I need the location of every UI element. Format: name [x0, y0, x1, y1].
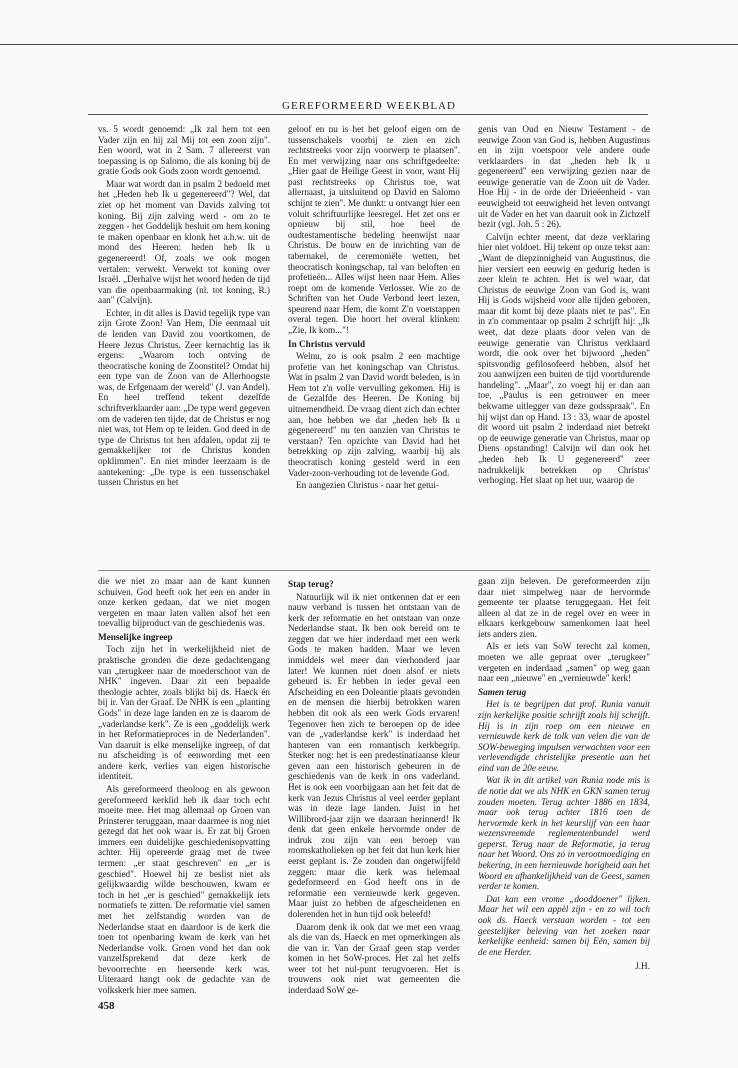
paragraph: Daarom denk ik ook dat we met een vraag als die van ds. Haeck en met opmerkingen als die van ir. Van der Graaf geen stap verder komen in het SoW-proces. Het zal het zelfs weer tot het nul-punt terugvoeren. Het is trouwens ook niet wat gemeenten die inderdaad SoW ge-	[288, 921, 460, 994]
paragraph: Echter, in dit alles is David tegelijk type van zijn Grote Zoon! Van Hem, Die eenmaal uit de lenden van David zou voortkomen, de Heere Jezus Christus. Zeer kernachtig las ik ergens: „Waarom toch ontving de theocratische koning de Zoonstitel? Omdat hij een type van de Zoon van de Allerhoogste was, de Erfgenaam der wereld" (J. van Andel). En heel treffend tekent dezelfde schriftverklaarder aan: „De type werd gegeven om de vaderen ten tijde, dat de Christus er nog niet was, tot Hem op te leiden. God deed in de type de Christus tot hen afdalen, opdat zij te gemakkelijker tot de Christus konden opklimmen". En niet minder leerzaam is de aantekening: „De type is een tussenschakel tussen Christus en het	[98, 307, 270, 488]
section-heading: Menselijke ingreep	[98, 631, 173, 642]
section-heading: Stap terug?	[288, 579, 334, 589]
top-rule	[0, 44, 738, 45]
paragraph: Maar wat wordt dan in psalm 2 bedoeld met het „Heden heb Ik u gegenereerd"? Wel, dat ziet op het moment van Davids zalving tot koning. Bij zijn zalving werd - om zo te zeggen - het Goddelijk besluit om hem koning te maken openbaar en klonk het a.h.w. uit de mond des Heeren: heden heb Ik u gegenereerd! Of, zoals we ook mogen vertalen: verwekt. Verwekt tot koning over Israël. „Derhalve wijst het woord heden de tijd van die openbaarmaking (nl. tot koning, R.) aan" (Calvijn).	[98, 178, 270, 306]
paragraph: Dat kan een vrome „dooddoener" lijken. Maar het wil een appèl zijn - en zo wil toch ook ds. Haeck verstaan worden - tot een geestelijker beleving van het zoeken naar kerkelijke eenheid: samen bij Eén, samen bij de ene Herder.	[478, 893, 650, 957]
paragraph: gaan zijn beleven. De gereformeerden zijn daar niet simpelweg naar de hervormde gemeente ter plaatse teruggegaan. Het feit alleen al dat ze in de regel over en weer in elkaars kerkgebouw samenkomen laat heel iets anders zien.	[478, 576, 650, 639]
paragraph: Als gereformeerd theoloog en als gewoon gereformeerd kerklid heb ik daar toch echt moeite mee. Het mag allemaal op Groen van Prinsterer teruggaan, maar daarmee is nog niet gezegd dat het ook waar is. Er zat bij Groen immers een duidelijke geschiedenisopvatting achter. Hij opereerde graag met de twee termen: „er staat geschreven" en „er is geschied". Hoewel hij ze beslist niet als gelijkwaardig wilde beschouwen, kwam er toch in het „er is geschied" gemakkelijk iets normatiefs te zitten. De reformatie viel samen met het zelfstandig worden van de Nederlandse staat en daardoor is de kerk die toen tot openbaring kwam de kerk van het Nederlandse volk. Groen vond het dan ook vanzelfsprekend dat deze kerk de bevoorrechte en heersende kerk was. Uiteraard hangt ook de gedachte van de volkskerk hier mee samen.	[98, 783, 270, 994]
section-heading: In Christus vervuld	[288, 338, 366, 349]
paragraph: geloof en nu is het het geloof eigen om de tussenschakels voorbij te zien en zich rechtstreeks voor zijn voorwerp te plaatsen". En met verwijzing naar ons schriftgedeelte: „Hier gaat de Heilige Geest in voor, want Hij past rechtstreeks op Christus toe, wat allernaast, ja uitsluitend op David en Salomo schijnt te zien". Me dunkt: u ontvangt hier een voluit schriftuurlijke leesregel. Het zet ons er opnieuw bij stil, hoe heel de oudtestamentische bedeling heenwijst naar Christus. De bouw en de inrichting van de tabernakel, de ceremoniële wetten, het theocratisch koningschap, tal van beloften en profetieën... Alles wijst heen naar Hem. Alles roept om de komende Verlosser. Wie zo de Schriften van het Oude Verbond leert lezen, speurend naar Hem, die komt Z'n voetstappen overal tegen. Die hoort het overal klinken: „Zie, Ik kom..."!	[288, 124, 460, 335]
section-divider	[98, 570, 650, 571]
upper-column-1	[98, 124, 270, 566]
page-header: GEREFORMEERD WEEKBLAD	[282, 100, 456, 112]
paragraph: Als er iets van SoW terecht zal komen, moeten we alle gepraat over „terugkeer" vergeten en inderdaad „samen" op weg gaan naar een „nieuwe" en „vernieuwde" kerk!	[478, 641, 650, 684]
lower-column-1	[98, 576, 270, 994]
lower-column-2	[288, 576, 460, 994]
paragraph: Welnu, zo is ook psalm 2 een machtige profetie van het koningschap van Christus. Wat in psalm 2 van David wordt beleden, is in Hem tot z'n volle vervulling gekomen. Hij is de Gezalfde des Heeren. De Koning bij uitnemendheid. De vraag dient zich dan echter aan, hoe hebben we dat „heden heb Ik u gegenereerd" nu ten aanzien van Christus te verstaan? Ten opzichte van David had het betrekking op zijn zalving, waarbij hij als theocratisch koning gesteld werd in een Vader-zoon-verhouding tot de levende God.	[288, 351, 460, 478]
upper-column-2	[288, 124, 460, 566]
paragraph: Wat ik in dit artikel van Runia node mis is de notie dat we als NHK en GKN samen terug zouden moeten. Terug achter 1886 en 1834, maar ook terug achter 1816 toen de hervormde kerk in het keurslijf van een haar wezensvreemde reglementenbundel werd geperst. Terug naar de Reformatie, ja terug naar het Woord. Ons zó in verootmoediging en bekering, in een hernieuwde horigheid aan het Woord en afhankelijkheid van de Geest, samen verder te komen.	[478, 775, 650, 892]
lower-column-3	[478, 576, 650, 994]
header-rule	[88, 114, 648, 115]
page-number: 458	[98, 1000, 115, 1012]
paragraph: die we niet zo maar aan de kant kunnen schuiven. God heeft ook het een en ander in onze kerken gedaan, dat we niet mogen vergeten en maar laten vallen alsof het een toevallig bijproduct van de geschiedenis was.	[98, 576, 270, 629]
paragraph: Het is te begrijpen dat prof. Runia vanuit zijn kerkelijke positie schrijft zoals hij schrijft. Hij is in zijn roep om een nieuwe en vernieuwde kerk de tolk van velen die van de SOW-beweging impulsen verwachten voor een verlevendigde christelijke presentie aan het eind van de 20e eeuw.	[478, 699, 650, 773]
paragraph: En aangezien Christus - naar het getui-	[296, 480, 439, 491]
paragraph: Calvijn echter meent, dat deze verklaring hier niet voldoet. Hij tekent op onze tekst aan: „Want de diepzinnigheid van Augustinus, die hier versiert een eeuwig en gedurig heden is zeer klein te achten. Het is wel waar, dat Christus de eeuwige Zoon van God is, want Hij is Gods wijsheid voor alle tijden geboren, maar dit komt bij deze plaats niet te pas". En in z'n commentaar op psalm 2 schrijft hij: „Ik weet, dat deze plaats door velen van de eeuwige generatie van Christus verklaard wordt, die ook over het bijwoord „heden" spitsvondig gefilosofeerd hebben, alsof het zou aanwijzen een buiten de tijd voortdurende handeling". „Maar", zo voegt hij er dan aan toe, „Paulus is een getrouwer en meer bekwame uitlegger van deze godsspraak". En hij wijst dan op Hand. 13 : 33, waar de apostel dit woord uit psalm 2 inderdaad niet betrekt op de eeuwige generatie van Christus, maar op Diens opstanding! Calvijn wil dan ook het „heden heb Ik U gegenereerd" zeer nadrukkelijk betrekken op Christus' verhoging. Het slaat op het uur, waarop de	[478, 231, 650, 486]
paragraph: genis van Oud en Nieuw Testament - de eeuwige Zoon van God is, hebben Augustinus en in zijn voetspoor vele andere oude verklaarders in dat „heden heb Ik u gegenereerd" een verwijzing gezien naar de eeuwige generatie van de Zoon uit de Vader. Hoe Hij - in de orde der Drieëenheid - van eeuwigheid tot eeuwigheid het leven ontvangt uit de Vader en het van daaruit ook in Zichzelf bezit (vgl. Joh. 5 : 26).	[478, 124, 650, 230]
upper-column-3	[478, 124, 650, 566]
section-heading: Samen terug	[478, 686, 527, 697]
author-signature: J.H.	[635, 961, 650, 972]
paragraph: Toch zijn het in werkelijkheid niet de praktische gronden die deze gedachtengang van „terugkeer naar de moederschoot van de NHK" ingeven. Daar zit een bepaalde theologie achter, zoals blijkt bij ds. Haeck én bij ir. Van der Graaf. De NHK is een „planting Gods" in deze lage landen en ze is daarom de „vaderlandse kerk". Ze is een „goddelijk werk in het Reformatieproces in de Nederlanden". Van daaruit is elke menselijke ingreep, of dat nu afscheiding is of eenwording met een andere kerk, verlies van eigen historische identiteit.	[98, 644, 270, 782]
paragraph: Natuurlijk wil ik niet ontkennen dat er een nauw verband is tussen het ontstaan van de kerk der reformatie en het ontstaan van onze Nederlandse staat. Ik ben ook bereid om te zeggen dat we hier inderdaad met een werk Gods te maken hadden. Maar we leven inmiddels wel meer dan vierhonderd jaar later! We kunnen niet doen alsof er niets gebeurd is. Er hebben in ieder geval een Afscheiding en een Doleantie plaats gevonden en de mensen die hierbij betrokken waren hebben dit ook als een werk Gods ervaren! Tegenover hen zich te beroepen op de idee van de „vaderlandse kerk" is inderdaad het hanteren van een romantisch kerkbegrip. Sterker nog: het is een predestinatiaanse kleur geven aan een historisch gebeuren in de geschiedenis van de kerk in ons vaderland. Het is ook een voorbijgaan aan het feit dat de kerk van Jezus Christus al veel eerder geplant was in deze lage landen. Juist in het Willibrord-jaar zijn we daaraan herinnerd! Ik denk dat geen enkele hervormde onder de indruk zou zijn van een beroep van roomskatholieken op het feit dat hun kerk hier eerst geplant is. Ze zouden dan ongetwijfeld zeggen: maar die kerk was helemaal gedeformeerd en God heeft ons in de reformatie een vernieuwde kerk gegeven. Maar juist zo hebben de afgescheidenen en dolerenden het in hun tijd ook beleefd!	[288, 591, 460, 919]
paragraph: vs. 5 wordt genoemd: „Ik zal hem tot een Vader zijn en hij zal Mij tot een zoon zijn". Een woord, wat in 2 Sam. 7 allereerst van toepassing is op Salomo, die als koning bij de gratie Gods ook Gods zoon wordt genoemd.	[98, 124, 270, 177]
